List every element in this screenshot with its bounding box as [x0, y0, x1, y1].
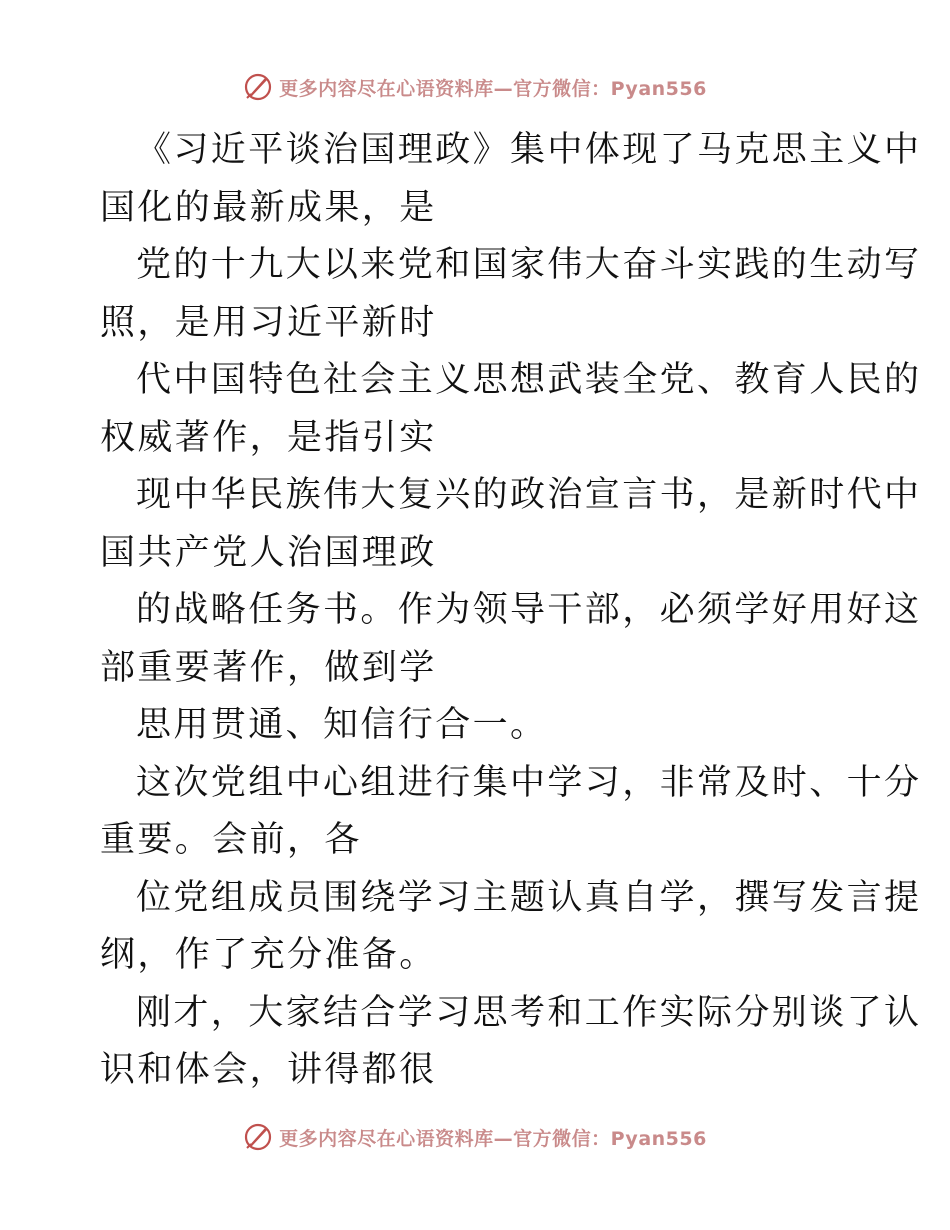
text-line: 的战略任务书。作为领导干部，必须学好用好这 [136, 590, 922, 630]
text-line: 照，是用习近平新时 [100, 302, 437, 343]
text-line: 识和体会，讲得都很 [100, 1050, 437, 1090]
text-line: 纲，作了充分准备。 [100, 935, 437, 975]
text-line: 国共产党人治国理政 [100, 532, 437, 573]
text-line: 《习近平谈治国理政》集中体现了马克思主义中 [136, 130, 922, 170]
text-line: 位党组成员围绕学习主题认真自学，撰写发言提 [136, 877, 922, 918]
text-line: 重要。会前，各 [100, 820, 362, 860]
footer-watermark [0, 1122, 950, 1152]
text-line: 国化的最新成果，是 [100, 187, 437, 228]
quill-logo-icon [243, 72, 273, 102]
quill-logo-icon [243, 1122, 273, 1152]
text-line: 代中国特色社会主义思想武装全党、教育人民的 [136, 360, 922, 400]
text-line: 思用贯通、知信行合一。 [136, 705, 548, 745]
text-line: 部重要著作，做到学 [100, 647, 437, 688]
text-line: 这次党组中心组进行集中学习，非常及时、十分 [136, 762, 922, 803]
text-line: 刚才，大家结合学习思考和工作实际分别谈了认 [136, 992, 922, 1033]
document-body [100, 122, 922, 1100]
header-watermark [0, 72, 950, 102]
text-line: 现中华民族伟大复兴的政治宣言书，是新时代中 [136, 475, 922, 515]
text-line: 党的十九大以来党和国家伟大奋斗实践的生动写 [136, 245, 922, 285]
text-line: 权威著作，是指引实 [100, 417, 437, 458]
watermark-text: 更多内容尽在心语资料库—官方微信：Pyan556 [279, 1127, 707, 1150]
watermark-text: 更多内容尽在心语资料库—官方微信：Pyan556 [279, 77, 707, 100]
